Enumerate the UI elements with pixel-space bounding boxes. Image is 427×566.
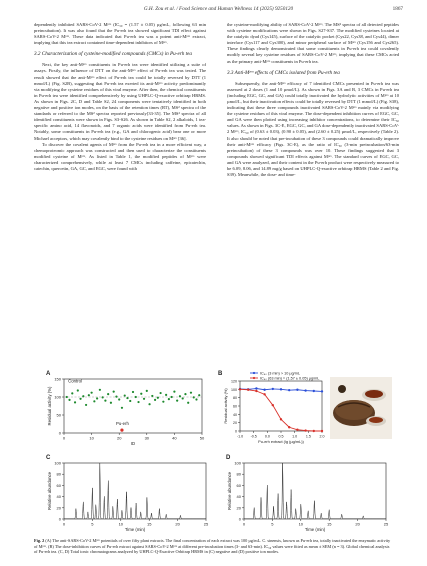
data-point — [71, 392, 73, 394]
x-tick-label: 0.0 — [264, 434, 270, 439]
series-point — [255, 390, 257, 392]
data-point — [74, 401, 76, 403]
series-point — [313, 390, 315, 392]
data-point — [160, 392, 162, 394]
x-tick-label: 15 — [146, 521, 152, 527]
x-tick-label: 50 — [199, 435, 205, 441]
data-point — [132, 391, 134, 393]
y-tick-label: 80 — [233, 396, 237, 401]
data-point — [184, 393, 186, 395]
x-tick-label: 0 — [242, 521, 246, 527]
y-tick-label: 100 — [234, 460, 241, 466]
data-point — [182, 397, 184, 399]
data-point — [113, 391, 115, 393]
legend-marker — [253, 372, 255, 374]
paragraph: Next, the key anti-Mᵖʳᵒ constituents in Pu-erh tea were identified utilizing a suite of assays. Firstly, the influence of DTT on the anti-Mᵖʳᵒ effect of Pu-erh tea was tested. The result showed that the anti-Mᵖʳᵒ effect of Pu-erh tea could be totally reversed by DTT (1 mmol/L) (Fig. S2B), suggesting that Pu-erh tea exerted its anti-Mᵖʳᵒ activity predominantly via modifying the cysteine residues of this viral enzyme. After then, the chemical constituents in Pu-erh tea were identified comprehensively by using UHPLC-Q-exactive orbitrap HRMS. As shown in Figs. 2C, D and Table S2, 24 components were tentatively identified in both negative and positive ion modes, on the basis of the retention times (RT), MS² spectra of the standards or referred to the MS² spectra reported previously[33-35]. The MS² spectra of all identified constituents were shown in Figs. S3-S26. As shown in Table S2, 2 alkaloids, 1 tea-specific amino acid, 14 flavonoids, and 7 organic acids were identified from Pu-erh tea. Notably, some constituents in Pu-erh tea (e.g., GA and chlorogenic acid) bear one or more Michael acceptors, which may covalently bind to the cysteine residues on Mᵖʳᵒ [36]. — [34, 62, 206, 141]
series-point — [313, 430, 315, 432]
y-tick-label: 80 — [236, 471, 241, 477]
caption-label: Fig. 2 — [34, 538, 45, 543]
data-point — [154, 399, 156, 401]
data-point — [195, 398, 197, 400]
paragraph: To discover the covalent agents of Mᵖʳᵒ from the Pu-erh tea in a more efficient way, a chemoproteomic approach was constructed and then used to characterize the constituents modified cysteine of Mᵖʳᵒ. As listed in Table 1, the modified peptides of Mᵖʳᵒ were characterized comprehensively, while at least 7 CMCs including caffeine, epicatechin, catechin, quercetin, GA, GC, and EGC, were found with — [34, 141, 206, 171]
panel-label-b: B — [218, 371, 223, 377]
chromatogram-c — [38, 455, 210, 537]
y-axis-label: Residual activity (%) — [47, 386, 52, 426]
x-tick-label: 1.0 — [292, 434, 298, 439]
panel-label-c: C — [46, 455, 51, 461]
journal-citation: G.H. Zou et al. / Food Science and Human Wellness 14 (2025) 9250120 — [143, 6, 294, 12]
y-tick-label: 60 — [236, 482, 241, 488]
data-point — [135, 396, 137, 398]
series-point — [247, 389, 249, 391]
figure-2 — [38, 371, 393, 537]
y-axis-label: Relative abundance — [227, 472, 232, 510]
data-point — [151, 395, 153, 397]
x-tick-label: 1.5 — [305, 434, 311, 439]
data-point — [88, 394, 90, 396]
page-number: 1867 — [392, 6, 403, 12]
data-point — [129, 400, 131, 402]
section-heading-3-2: 3.2 Characterization of cysteine-modified compounds (CMCs) in Pu-erh tea — [34, 51, 192, 58]
x-tick-label: 20 — [175, 521, 180, 527]
chromatogram-trace — [244, 463, 386, 519]
data-point — [96, 397, 98, 399]
data-point — [187, 402, 189, 404]
data-point — [143, 398, 145, 400]
plot-frame — [64, 379, 202, 433]
data-point — [121, 407, 123, 409]
data-point — [85, 404, 87, 406]
x-tick-label: 5 — [91, 521, 94, 527]
x-tick-label: 15 — [326, 521, 332, 527]
left-text-column — [34, 22, 206, 172]
scatter-chart-a — [38, 371, 208, 451]
data-point — [190, 392, 192, 394]
annotation-control: Control — [68, 378, 82, 384]
data-point — [165, 394, 167, 396]
right-text-column — [227, 22, 399, 178]
pu-erh-point — [120, 429, 123, 432]
data-point — [179, 395, 181, 397]
series-point — [263, 389, 265, 391]
data-point — [157, 397, 159, 399]
data-point — [126, 397, 128, 399]
data-point — [173, 391, 175, 393]
paragraph: the cysteine-modifying ability of SARS-CoV-2 Mᵖʳᵒ. The MS² spectra of all detected peptides with cysteine modifications were shown in Figs. S27-S37. The modified cysteines located at the catalytic dyad (Cys145), surface of the catalytic pocket (Cys22, Cys38, and Cys44), dimer interface (Cys117 and Cys300), and minor peripheral surface of Mᵖʳᵒ (Cys156 and Cys265). These findings clearly demonstrated that some constituents in Pu-erh tea could covalently modify several key cysteine residues of SARS-CoV-2 Mᵖʳᵒ, implying that these CMCs acted as the primary anti-Mᵖʳᵒ constituents in Pu-erh tea. — [227, 22, 399, 64]
running-header — [34, 6, 403, 16]
x-axis-label: Time (min) — [304, 527, 326, 532]
y-tick-label: 20 — [236, 505, 241, 511]
data-point — [79, 398, 81, 400]
y-tick-label: 80 — [56, 471, 61, 477]
caption-text: (A) The anti-SARS-CoV-2 Mᵖʳᵒ potentials of over fifty plant extracts. The final concentration of each extract was 100 µg/mL. C. sinensis, known as Pu-erh tea, totally inactivated the enzymatic activity of Mᵖʳᵒ. (B) The dose-inhibition curves of Pu-erh extract against SARS-CoV-2 Mᵖʳᵒ at different pre-incubation times (3- and 63-min). IC₅₀ values were fitted as mean ± SEM (n = 3). Global chemical analysis of Pu-erh tea. (C, D) Total ionic chromatograms analyzed by UHPLC-Q-Exactive Orbitrap HRMS in (C) negative and (D) positive ion modes. — [34, 538, 391, 555]
x-axis-label: Pu-erh extract (lg (µg/mL)) — [258, 439, 304, 444]
data-point — [91, 392, 93, 394]
panel-d — [218, 455, 393, 537]
x-tick-label: 25 — [383, 521, 389, 527]
x-tick-label: 20 — [355, 521, 360, 527]
data-point — [162, 401, 164, 403]
series-point — [296, 389, 298, 391]
legend-marker — [253, 377, 255, 379]
x-tick-label: 0 — [62, 521, 66, 527]
data-point — [110, 402, 112, 404]
panel-b — [216, 371, 326, 451]
series-point — [239, 388, 241, 390]
series-point — [272, 404, 274, 406]
series-point — [288, 389, 290, 391]
plot-frame — [64, 463, 206, 519]
data-point — [68, 399, 70, 401]
y-tick-label: 40 — [233, 412, 237, 417]
x-tick-label: 25 — [203, 521, 209, 527]
data-point — [146, 390, 148, 392]
series-point — [296, 429, 298, 431]
legend-entry: IC₅₀ (63 min) = (1.57 ± 0.05) µg/mL — [260, 376, 320, 381]
data-point — [176, 400, 178, 402]
dose-curve-chart-b — [216, 371, 326, 451]
data-point — [171, 396, 173, 398]
data-point — [118, 398, 120, 400]
x-axis-label: Time (min) — [124, 527, 146, 532]
x-tick-label: 2.0 — [319, 434, 325, 439]
paragraph: Subsequently, the anti-Mᵖʳᵒ efficacy of 7 identified CMCs presented in Pu-erh tea was assessed at 2 doses (1 and 10 µmol/L). As shown in Figs. 3A and B, 3 CMCs in Pu-erh tea (including EGC, GC, and GA) could totally inactivated the hydrolytic activities of Mᵖʳᵒ at 10 µmol/L, but their inactivation effects could be totally reversed by DTT (1 mmol/L) (Fig. S38), indicating that these three compounds inactivated SARS-CoV-2 Mᵖʳᵒ mainly via modifying the cysteine residues of this viral enzyme. The dose-dependent inhibition curves of EGC, GC, and GA were then plotted using increasing inhibitor concentrations, to determine their IC₅₀ values. As shown in Figs. 3C-E, EGC, GC, and GA dose-dependently inactivated SARS-CoV-2 Mᵖʳᵒ, IC₅₀ of (0.63 ± 0.03), (0.90 ± 0.05), and (2.60 ± 0.25) µmol/L, respectively (Table 2). It also should be noted that pre-incubation of these 3 compounds could dramatically improve their anti-Mᵖʳᵒ efficacy (Figs. 3C-E), as the ratio of IC₅₀ (3-min preincubation/63-min preincubation) of these 3 compounds was over 10. These findings suggested that 3 compounds showed significant TDI effects against Mᵖʳᵒ. The standard curves of EGC, GC, and GA were analyzed, and their content in the Pu-erh product were respectively measured to be 6.09, 8.06, and 14.89 mg/g based on UHPLC-Q-exactive orbitrap HRMS (Table 2 and Fig. S39). Meanwhile, the dose- and time- — [227, 80, 399, 178]
y-axis-label: Relative abundance — [47, 472, 52, 510]
data-point — [193, 396, 195, 398]
panel-label-d: D — [226, 455, 231, 461]
data-point — [77, 389, 79, 391]
data-point — [107, 393, 109, 395]
x-tick-label: 10 — [298, 521, 304, 527]
y-tick-label: 0 — [238, 516, 241, 522]
y-tick-label: 20 — [233, 421, 237, 426]
series-point — [272, 388, 274, 390]
data-point — [82, 395, 84, 397]
x-tick-label: 0.5 — [278, 434, 284, 439]
data-point — [124, 394, 126, 396]
y-tick-label: 150 — [54, 376, 61, 382]
data-point — [198, 394, 200, 396]
y-tick-label: 50 — [56, 412, 61, 418]
y-tick-label: 20 — [56, 505, 61, 511]
data-point — [104, 400, 106, 402]
y-tick-label: 60 — [233, 404, 237, 409]
paragraph: dependently inhibited SARS-CoV-2 Mᵖʳᵒ (IC₅₀ = (1.57 ± 0.05) µg/mL, following 63 min preincubation). It was also found that the Pu-erh tea showed significant TDI effect against SARS-CoV-2 Mᵖʳᵒ. These data indicated that Pu-erh tea was a potent anti-Mᵖʳᵒ extract, implying that this tea extract contained time-dependent inhibitors of Mᵖʳᵒ. — [34, 22, 206, 46]
x-tick-label: 20 — [116, 435, 122, 441]
y-tick-label: 100 — [54, 394, 61, 400]
panel-label-a: A — [46, 371, 51, 377]
panel-a — [38, 371, 208, 451]
series-point — [304, 429, 306, 431]
x-tick-label: -0.5 — [250, 434, 257, 439]
series-point — [304, 389, 306, 391]
data-point — [168, 398, 170, 400]
x-tick-label: 10 — [118, 521, 124, 527]
y-tick-label: 0 — [235, 429, 237, 434]
data-point — [115, 396, 117, 398]
series-point — [288, 426, 290, 428]
section-heading-3-3: 3.3 Anti-Mᵖʳᵒ effects of CMCs isolated from Pu-erh tea — [227, 69, 340, 76]
y-tick-label: 0 — [58, 430, 61, 436]
data-point — [66, 396, 68, 398]
x-tick-label: 10 — [89, 435, 94, 441]
data-point — [93, 400, 95, 402]
panel-c — [38, 455, 210, 537]
x-tick-label: 0 — [62, 435, 66, 441]
x-tick-label: -1.0 — [236, 434, 244, 439]
data-point — [140, 393, 142, 395]
annotation-pu-erh: Pu-erh — [115, 421, 129, 427]
y-tick-label: 0 — [58, 516, 61, 522]
series-point — [321, 430, 323, 432]
chromatogram-trace — [64, 463, 206, 519]
y-tick-label: 120 — [231, 379, 237, 384]
y-tick-label: 60 — [56, 482, 61, 488]
data-point — [102, 396, 104, 398]
series-point — [280, 388, 282, 390]
series-line — [240, 389, 322, 431]
series-point — [321, 390, 323, 392]
y-tick-label: 40 — [56, 494, 61, 500]
series-point — [263, 393, 265, 395]
chromatogram-d — [218, 455, 393, 537]
pu-erh-tea-photo — [330, 377, 392, 439]
series-point — [255, 387, 257, 389]
y-tick-label: 100 — [54, 460, 61, 466]
data-point — [99, 389, 101, 391]
y-tick-label: 40 — [236, 494, 241, 500]
data-point — [148, 403, 150, 405]
figure-caption — [34, 538, 394, 555]
x-tick-label: 40 — [172, 435, 177, 441]
y-tick-label: 100 — [231, 387, 237, 392]
x-axis-label: ID — [130, 441, 136, 446]
y-axis-label: Residual activity (%) — [223, 388, 228, 424]
legend-entry: IC₅₀ (3 min) > 10 µg/mL — [260, 371, 301, 376]
data-point — [137, 401, 139, 403]
series-point — [280, 418, 282, 420]
x-tick-label: 5 — [271, 521, 274, 527]
x-tick-label: 30 — [144, 435, 150, 441]
